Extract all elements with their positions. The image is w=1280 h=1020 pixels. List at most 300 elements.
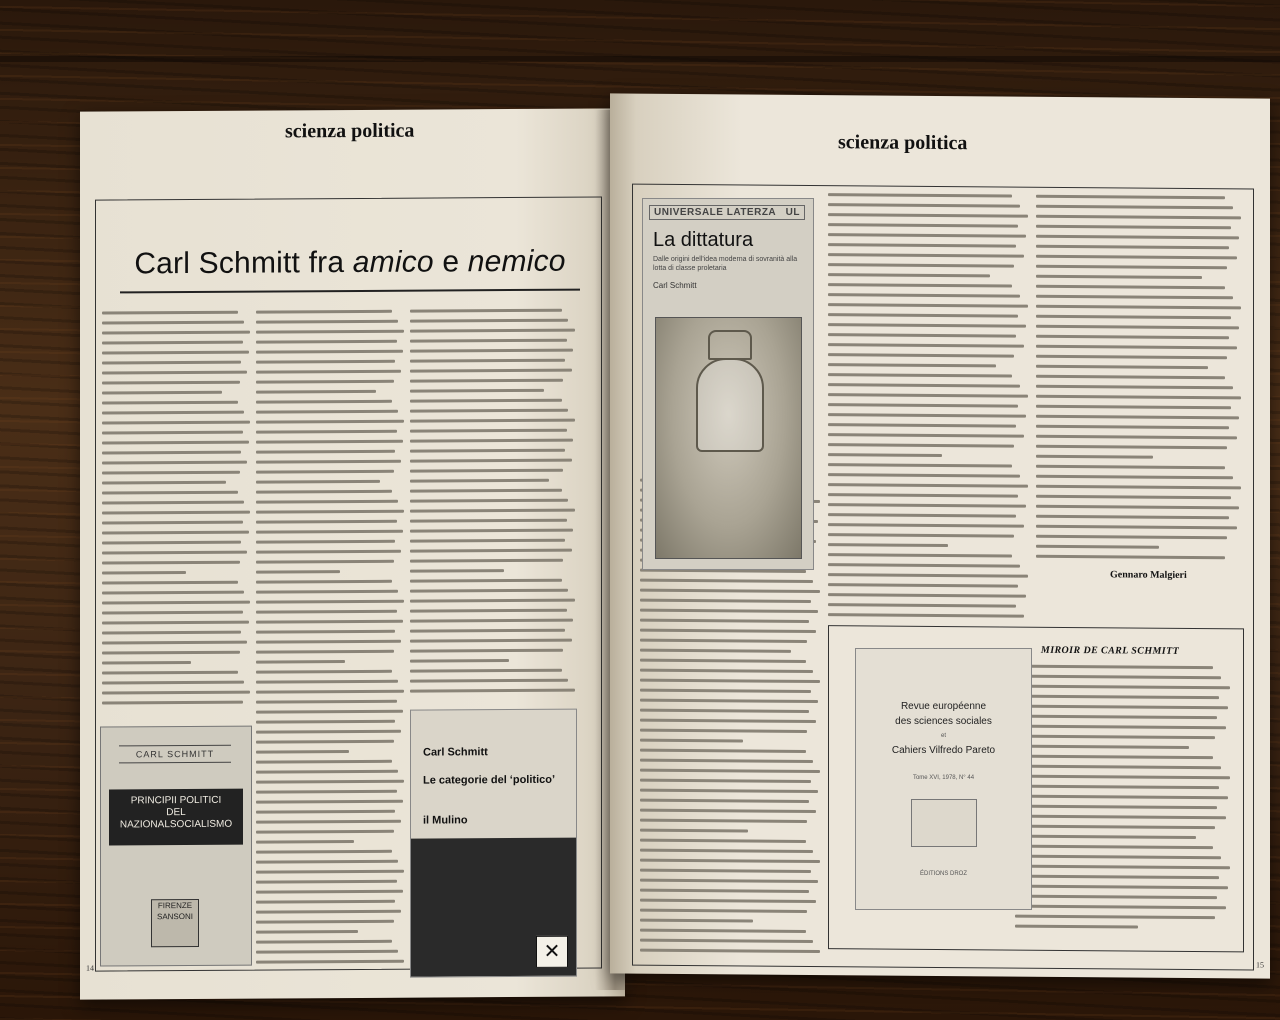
text-line (640, 889, 809, 893)
text-line (256, 810, 395, 814)
text-line (256, 430, 397, 434)
revue-line: Revue européenne (900, 701, 987, 712)
revue-issue: Tome XVI, 1978, N° 44 (912, 775, 975, 781)
text-line (1036, 245, 1229, 250)
cover-title-line: DEL (166, 807, 186, 819)
text-line (410, 519, 567, 523)
text-line (256, 690, 404, 694)
text-line (256, 870, 404, 874)
text-line (102, 411, 244, 415)
text-line (256, 450, 395, 454)
text-line (1015, 695, 1219, 700)
text-line (640, 729, 807, 733)
text-line (256, 900, 395, 904)
text-line (828, 483, 1028, 488)
miroir-box-title: MIROIR DE CARL SCHMITT (1040, 644, 1180, 657)
text-line (256, 660, 345, 664)
text-line (828, 573, 1028, 578)
text-line (640, 689, 811, 693)
text-line (640, 699, 818, 703)
text-line (256, 790, 397, 794)
text-line (828, 253, 1024, 258)
text-line (256, 850, 392, 854)
article-title-middle: e (433, 245, 468, 279)
text-line (256, 530, 403, 534)
windmill-icon: ✕ (536, 936, 568, 968)
text-line (1015, 705, 1228, 710)
text-line (828, 263, 1014, 267)
text-line (640, 829, 748, 833)
text-line (1036, 295, 1233, 300)
text-line (1036, 415, 1239, 420)
text-line (828, 523, 1024, 528)
text-line (256, 760, 392, 764)
text-line (256, 360, 395, 364)
text-line (410, 379, 563, 383)
text-line (828, 493, 1018, 497)
text-line (102, 471, 240, 475)
text-line (1036, 515, 1229, 520)
text-line (1036, 445, 1227, 449)
text-line (640, 739, 743, 743)
text-line (640, 769, 820, 773)
text-line (102, 621, 249, 625)
text-line (1015, 825, 1215, 830)
text-line (410, 649, 563, 653)
text-line (410, 539, 565, 543)
text-line (1036, 495, 1231, 500)
text-line (640, 909, 807, 913)
text-line (256, 780, 404, 784)
cover-illustration (655, 317, 802, 559)
text-line (410, 499, 568, 503)
text-line (1015, 895, 1217, 900)
cover-author: Carl Schmitt (423, 746, 488, 759)
text-line (640, 809, 816, 813)
text-line (640, 949, 820, 953)
text-line (256, 680, 398, 684)
text-line (828, 283, 1012, 287)
text-line (256, 770, 398, 774)
text-line (1036, 255, 1237, 260)
text-line (828, 333, 1016, 337)
text-line (256, 880, 397, 884)
cover-publisher: il Mulino (423, 814, 468, 827)
text-line (828, 563, 1020, 568)
text-line (410, 669, 562, 673)
text-line (640, 869, 811, 873)
cover-publisher-mark (151, 899, 199, 947)
text-line (102, 331, 250, 335)
text-line (410, 689, 575, 693)
text-line (640, 879, 818, 883)
body-column-3 (410, 309, 575, 700)
text-line (1015, 755, 1213, 760)
text-line (256, 340, 397, 344)
text-line (256, 890, 403, 894)
cover-series-name: UNIVERSALE LATERZA (654, 207, 776, 218)
text-line (1015, 885, 1228, 890)
text-line (256, 750, 349, 754)
text-line (828, 353, 1014, 357)
text-line (828, 363, 996, 367)
text-line (256, 440, 403, 444)
text-line (640, 679, 820, 683)
text-line (256, 540, 395, 544)
text-line (256, 560, 394, 564)
text-line (1036, 265, 1227, 269)
text-line (640, 929, 806, 933)
table-edge (0, 56, 1280, 62)
text-line (1036, 305, 1241, 310)
cover-dark-panel (411, 838, 576, 977)
text-line (102, 651, 240, 655)
text-line (410, 589, 568, 593)
left-page-header: scienza politica (285, 119, 415, 143)
text-line (1036, 365, 1208, 369)
cover-series (649, 205, 805, 220)
cover-title (109, 789, 243, 846)
text-line (1036, 555, 1225, 559)
text-line (102, 541, 241, 545)
text-line (1036, 475, 1233, 480)
text-line (256, 500, 398, 504)
text-line (640, 599, 811, 603)
text-line (1015, 835, 1196, 839)
text-line (256, 550, 401, 554)
text-line (640, 919, 753, 923)
text-line (410, 399, 562, 403)
text-line (1015, 785, 1219, 790)
text-line (256, 370, 401, 374)
text-line (828, 473, 1020, 478)
text-line (256, 820, 401, 824)
text-line (410, 659, 509, 663)
text-line (828, 413, 1026, 418)
book-cover-la-dittatura (642, 198, 814, 570)
text-line (410, 419, 575, 423)
text-line (256, 940, 392, 944)
text-line (410, 459, 572, 463)
text-line (256, 800, 403, 804)
text-line (102, 511, 250, 515)
open-magazine (80, 88, 1270, 998)
text-line (256, 620, 403, 624)
revue-contents-box (911, 799, 977, 847)
text-line (828, 383, 1020, 388)
eagle-crest-illustration (696, 358, 764, 452)
text-line (1036, 235, 1239, 240)
text-line (256, 350, 403, 354)
text-line (828, 243, 1016, 247)
text-line (1036, 525, 1237, 530)
text-line (102, 681, 244, 685)
text-line (828, 543, 948, 547)
text-line (640, 579, 813, 583)
text-line (256, 670, 392, 674)
text-line (828, 323, 1026, 328)
text-line (410, 359, 565, 363)
miroir-box-text (1015, 665, 1230, 937)
text-line (102, 311, 238, 315)
text-line (256, 510, 404, 514)
text-line (102, 381, 240, 385)
text-line (410, 339, 567, 343)
text-line (256, 910, 401, 914)
text-line (256, 410, 398, 414)
body-column-6 (1036, 195, 1241, 567)
text-line (102, 591, 244, 595)
text-line (1036, 425, 1229, 430)
text-line (640, 659, 806, 663)
text-line (828, 443, 1014, 447)
text-line (1036, 225, 1231, 230)
text-line (1015, 765, 1221, 770)
text-line (410, 609, 567, 613)
cover-title: Le categorie del ‘politico’ (423, 773, 556, 787)
text-line (1015, 805, 1217, 810)
text-line (1015, 865, 1230, 870)
text-line (410, 309, 562, 313)
publisher-line: FIRENZE (157, 900, 193, 911)
text-line (828, 423, 1016, 427)
text-line (256, 390, 376, 394)
text-line (1015, 845, 1213, 850)
text-line (256, 650, 394, 654)
text-line (1015, 745, 1189, 749)
text-line (256, 640, 401, 644)
text-line (1015, 775, 1230, 780)
cover-title: La dittatura (653, 229, 754, 251)
text-line (410, 569, 504, 573)
text-line (1036, 215, 1241, 220)
text-line (640, 759, 813, 763)
text-line (1036, 375, 1225, 379)
text-line (256, 960, 404, 964)
text-line (102, 701, 243, 705)
text-line (1015, 675, 1221, 680)
text-line (828, 273, 990, 277)
body-column-5 (828, 193, 1028, 625)
text-line (1015, 815, 1226, 820)
text-line (1036, 505, 1239, 510)
text-line (410, 559, 563, 563)
text-line (1036, 205, 1233, 210)
text-line (828, 603, 1016, 607)
text-line (256, 310, 392, 314)
left-page (80, 108, 625, 999)
text-line (1015, 855, 1221, 860)
text-line (102, 661, 191, 665)
text-line (640, 629, 816, 633)
cover-title-line: PRINCIPII POLITICI (130, 794, 222, 807)
text-line (256, 730, 401, 734)
text-line (410, 429, 567, 433)
text-line (256, 480, 380, 484)
text-line (256, 950, 398, 954)
body-column-1 (102, 311, 250, 712)
text-line (256, 460, 401, 464)
text-line (640, 819, 807, 823)
text-line (256, 580, 392, 584)
text-line (1015, 715, 1217, 720)
text-line (102, 631, 241, 635)
text-line (410, 389, 544, 393)
revue-line: des sciences sociales (895, 716, 992, 727)
text-line (410, 509, 575, 513)
text-line (640, 799, 809, 803)
text-line (828, 223, 1018, 227)
text-line (256, 600, 404, 604)
cover-subtitle: Dalle origini dell'idea moderna di sovranità alla lotta di classe proletaria (653, 256, 798, 272)
text-line (828, 193, 1012, 197)
text-line (828, 293, 1020, 298)
text-line (102, 571, 186, 575)
text-line (640, 589, 820, 593)
text-line (102, 481, 226, 485)
text-line (1015, 875, 1219, 880)
text-line (256, 320, 398, 324)
journal-cover-revue-europeenne (855, 648, 1032, 910)
text-line (256, 920, 394, 924)
text-line (256, 710, 403, 714)
article-title-amico: amico (352, 245, 434, 279)
text-line (410, 489, 562, 493)
text-line (410, 319, 568, 323)
book-cover-categorie-del-politico (410, 709, 577, 978)
text-line (102, 391, 222, 395)
text-line (828, 553, 1012, 557)
text-line (1015, 685, 1230, 690)
text-line (640, 619, 809, 623)
text-line (256, 720, 395, 724)
text-line (1036, 485, 1241, 490)
text-line (828, 403, 1018, 407)
cover-title-line: NAZIONALSOCIALISMO (119, 818, 233, 831)
text-line (410, 349, 573, 353)
text-line (102, 611, 243, 615)
body-column-2 (256, 310, 404, 971)
text-line (640, 649, 791, 653)
text-line (410, 549, 572, 553)
text-line (1036, 315, 1231, 320)
text-line (102, 581, 238, 585)
text-line (640, 779, 811, 783)
text-line (102, 371, 247, 375)
cover-series-code: UL (785, 207, 800, 218)
text-line (640, 939, 813, 943)
text-line (1036, 285, 1225, 289)
text-line (410, 449, 565, 453)
text-line (1036, 335, 1229, 340)
text-line (1015, 925, 1138, 929)
text-line (102, 551, 247, 555)
text-line (640, 849, 813, 853)
text-line (102, 451, 241, 455)
text-line (1036, 435, 1237, 440)
text-line (102, 421, 250, 425)
text-line (102, 601, 250, 605)
text-line (828, 593, 1026, 598)
text-line (828, 533, 1014, 537)
text-line (256, 610, 397, 614)
text-line (256, 570, 340, 574)
text-line (256, 700, 397, 704)
text-line (828, 453, 942, 457)
text-line (410, 579, 562, 583)
text-line (640, 839, 806, 843)
text-line (1036, 325, 1239, 330)
revue-publisher: ÉDITIONS DROZ (919, 871, 967, 877)
text-line (410, 479, 549, 483)
text-line (410, 639, 572, 643)
text-line (410, 679, 568, 683)
text-line (1036, 465, 1225, 469)
text-line (640, 789, 818, 793)
text-line (102, 401, 238, 405)
publisher-line: SANSONI (156, 911, 193, 922)
article-title-nemico: nemico (467, 244, 566, 279)
book-cover-principii-politici (100, 726, 252, 967)
text-line (828, 373, 1012, 377)
text-line (102, 431, 243, 435)
text-line (1036, 535, 1227, 539)
text-line (256, 930, 358, 934)
cover-author: Carl Schmitt (653, 281, 697, 290)
text-line (640, 749, 806, 753)
text-line (102, 501, 244, 505)
text-line (828, 613, 1024, 618)
text-line (256, 590, 398, 594)
revue-line: Cahiers Vilfredo Pareto (891, 745, 996, 756)
text-line (256, 400, 392, 404)
text-line (256, 630, 395, 634)
text-line (256, 490, 392, 494)
text-line (1015, 665, 1213, 670)
text-line (640, 719, 816, 723)
text-line (1036, 545, 1159, 549)
crown-illustration (708, 330, 752, 360)
article-title-regular: Carl Schmitt fra (134, 245, 353, 281)
text-line (1036, 455, 1153, 459)
text-line (828, 463, 1012, 467)
text-line (256, 380, 394, 384)
text-line (828, 203, 1020, 208)
text-line (410, 439, 573, 443)
text-line (102, 491, 238, 495)
text-line (640, 709, 809, 713)
text-line (256, 740, 394, 744)
text-line (1036, 195, 1225, 199)
text-line (410, 629, 565, 633)
text-line (640, 859, 820, 863)
text-line (828, 503, 1026, 508)
text-line (828, 233, 1026, 238)
text-line (256, 860, 398, 864)
text-line (1036, 395, 1241, 400)
text-line (640, 639, 807, 643)
text-line (410, 529, 573, 533)
text-line (102, 351, 249, 355)
revue-line: et (940, 733, 946, 739)
text-line (256, 470, 394, 474)
text-line (102, 561, 240, 565)
text-line (828, 393, 1028, 398)
text-line (102, 341, 243, 345)
text-line (1036, 385, 1233, 390)
text-line (410, 409, 568, 413)
text-line (410, 599, 575, 603)
